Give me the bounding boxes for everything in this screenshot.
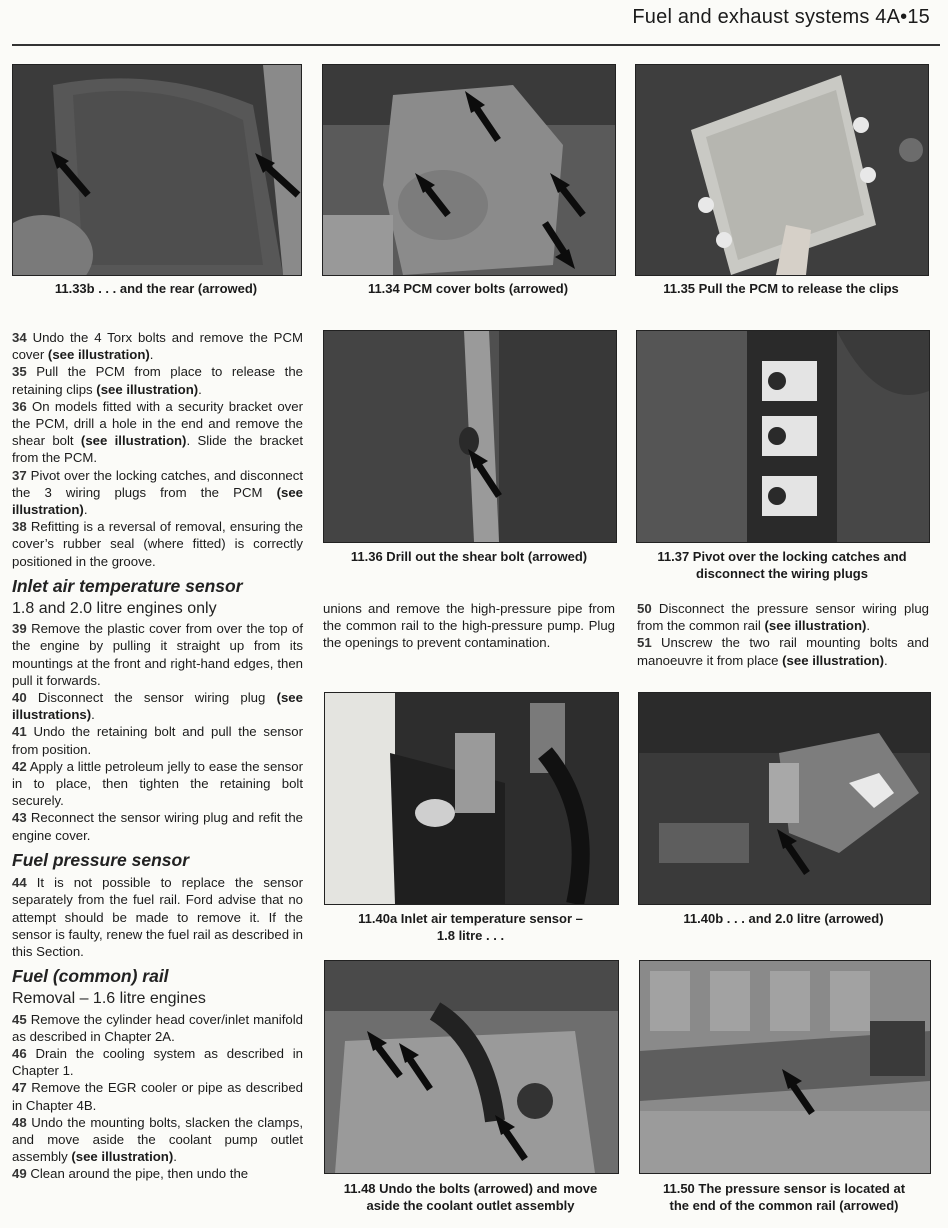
- caption-11-48-line2: aside the coolant outlet assembly: [366, 1198, 575, 1213]
- paragraph-46: 46 Drain the cooling system as described in Chapter 1.: [12, 1045, 303, 1079]
- photo-11-35: [635, 64, 929, 276]
- caption-11-48-line1: 11.48 Undo the bolts (arrowed) and move: [343, 1181, 598, 1196]
- paragraph-37: 37 Pivot over the locking catches, and disconnect the 3 wiring plugs from the PCM (see illustration).: [12, 467, 304, 518]
- caption-11-50-line2: the end of the common rail (arrowed): [669, 1198, 899, 1213]
- caption-11-40a: [324, 910, 617, 944]
- caption-11-37-line1: 11.37 Pivot over the locking catches and: [657, 549, 907, 564]
- paragraph-49-continued: unions and remove the high-pressure pipe from the common rail to the high-pressure pump. Plug the openings to prevent contamination.: [323, 601, 615, 651]
- header-rule: [12, 44, 940, 46]
- photo-11-40b: [638, 692, 931, 905]
- caption-11-48: [324, 1180, 617, 1214]
- caption-11-35: 11.35 Pull the PCM to release the clips: [663, 281, 899, 296]
- caption-11-34: 11.34 PCM cover bolts (arrowed): [367, 281, 569, 296]
- heading-inlet-air-temperature-sensor: Inlet air temperature sensor: [12, 575, 243, 596]
- heading-fuel-common-rail: Fuel (common) rail: [12, 966, 169, 987]
- left-column: [12, 329, 303, 1183]
- photo-11-48: [324, 960, 619, 1174]
- subheading-engines: 1.8 and 2.0 litre engines only: [12, 600, 217, 618]
- paragraph-49: 49 Clean around the pipe, then undo the: [12, 1166, 249, 1182]
- paragraph-45: 45 Remove the cylinder head cover/inlet manifold as described in Chapter 2A.: [12, 1011, 303, 1044]
- paragraph-34: 34 Undo the 4 Torx bolts and remove the PCM cover (see illustration).: [12, 330, 303, 363]
- caption-11-50-line1: 11.50 The pressure sensor is located at: [662, 1181, 906, 1196]
- paragraph-42: 42 Apply a little petroleum jelly to ease the sensor in to place, then tighten the retaining bolt securely.: [12, 758, 303, 809]
- caption-11-36: 11.36 Drill out the shear bolt (arrowed): [350, 549, 588, 564]
- caption-11-50: [639, 1180, 929, 1214]
- paragraph-39: 39 Remove the plastic cover from over the top of the engine by pulling it straight up from its mountings at the front and right-hand edges, then pull it forwards.: [12, 621, 303, 688]
- paragraph-43: 43 Reconnect the sensor wiring plug and refit the engine cover.: [12, 810, 303, 843]
- paragraph-38: 38 Refitting is a reversal of removal, ensuring the cover’s rubber seal (where fitted) is correctly positioned in the groove.: [12, 519, 303, 569]
- page-title: Fuel and exhaust systems 4A•15: [632, 6, 930, 28]
- paragraph-35: 35 Pull the PCM from place to release the retaining clips (see illustration).: [12, 364, 303, 397]
- caption-11-33b: 11.33b . . . and the rear (arrowed): [54, 281, 258, 296]
- caption-11-37: [636, 548, 928, 582]
- subheading-removal: Removal – 1.6 litre engines: [12, 990, 206, 1008]
- paragraph-48: 48 Undo the mounting bolts, slacken the clamps, and move aside the coolant pump outlet assembly (see illustration).: [12, 1114, 303, 1165]
- caption-11-40a-line2: 1.8 litre . . .: [436, 928, 505, 943]
- paragraph-44: 44 It is not possible to replace the sensor separately from the fuel rail. Ford advise that no attempt should be made to remove it. If the sensor is faulty, renew the fuel rail as described in this Section.: [12, 875, 303, 959]
- paragraph-47: 47 Remove the EGR cooler or pipe as described in Chapter 4B.: [12, 1080, 303, 1113]
- caption-11-40a-line1: 11.40a Inlet air temperature sensor –: [358, 911, 583, 926]
- page-header: [0, 0, 948, 48]
- paragraph-40: 40 Disconnect the sensor wiring plug (see illustrations).: [12, 690, 303, 723]
- paragraph-36: 36 On models fitted with a security bracket over the PCM, drill a hole in the end and remove the shear bolt (see illustration). Slide the bracket from the PCM.: [12, 398, 304, 466]
- right-column: [637, 600, 929, 669]
- photo-11-37: [636, 330, 930, 543]
- photo-11-34: [322, 64, 616, 276]
- paragraph-51: 51 Unscrew the two rail mounting bolts and manoeuvre it from place (see illustration).: [637, 635, 929, 668]
- photo-11-40a: [324, 692, 619, 905]
- middle-column: [323, 600, 615, 652]
- photo-11-33b: [12, 64, 302, 276]
- photo-11-50: [639, 960, 931, 1174]
- caption-11-37-line2: disconnect the wiring plugs: [696, 566, 868, 581]
- caption-11-40b: 11.40b . . . and 2.0 litre (arrowed): [683, 911, 884, 926]
- paragraph-50: 50 Disconnect the pressure sensor wiring plug from the common rail (see illustration).: [637, 601, 929, 634]
- photo-11-36: [323, 330, 617, 543]
- heading-fuel-pressure-sensor: Fuel pressure sensor: [12, 849, 190, 870]
- paragraph-41: 41 Undo the retaining bolt and pull the sensor from position.: [12, 724, 303, 757]
